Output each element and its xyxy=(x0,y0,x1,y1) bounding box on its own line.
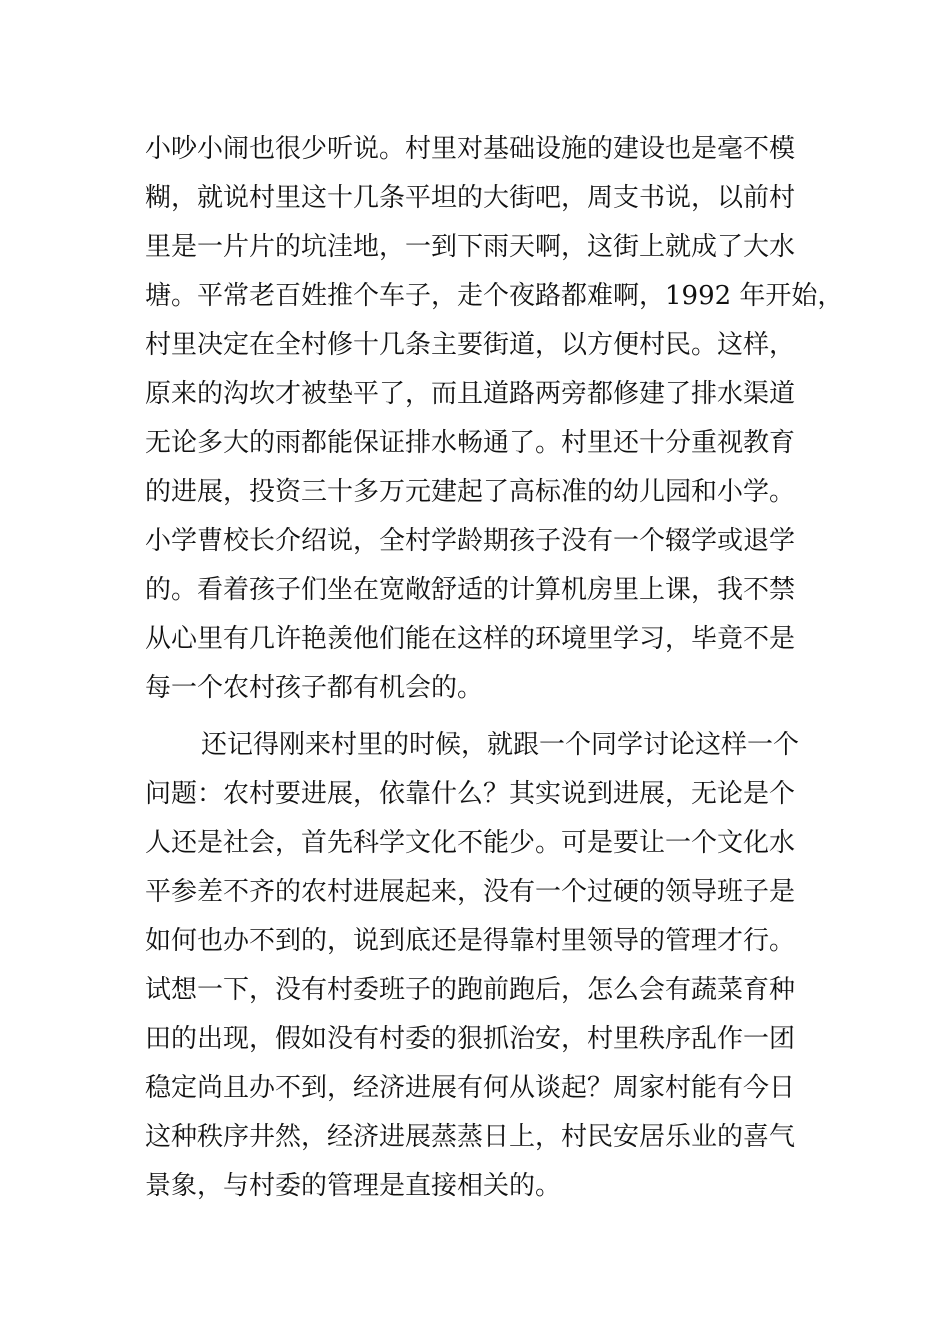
paragraph-2-line: 这种秩序井然，经济进展蒸蒸日上，村民安居乐业的喜气 xyxy=(145,1122,796,1152)
paragraph-1-line: 每一个农村孩子都有机会的。 xyxy=(145,673,484,703)
paragraph-1-line: 的。看着孩子们坐在宽敞舒适的计算机房里上课，我不禁 xyxy=(145,575,796,605)
paragraph-1-line: 村里决定在全村修十几条主要街道，以方便村民。这样， xyxy=(145,330,796,360)
paragraph-2-line: 田的出现，假如没有村委的狠抓治安，村里秩序乱作一团 xyxy=(145,1024,796,1054)
paragraph-2-line: 试想一下，没有村委班子的跑前跑后，怎么会有蔬菜育种 xyxy=(145,975,796,1005)
paragraph-2 xyxy=(145,721,825,1211)
paragraph-1-line: 糊，就说村里这十几条平坦的大街吧，周支书说，以前村 xyxy=(145,183,796,213)
paragraph-2-line: 问题：农村要进展，依靠什么？其实说到进展，无论是个 xyxy=(145,779,796,809)
paragraph-1-line: 里是一片片的坑洼地，一到下雨天啊，这街上就成了大水 xyxy=(145,232,796,262)
paragraph-1-line: 无论多大的雨都能保证排水畅通了。村里还十分重视教育 xyxy=(145,428,796,458)
paragraph-2-line: 还记得刚来村里的时候，就跟一个同学讨论这样一个 xyxy=(201,730,800,760)
paragraph-1 xyxy=(145,125,844,713)
paragraph-1-line: 原来的沟坎才被垫平了，而且道路两旁都修建了排水渠道 xyxy=(145,379,796,409)
paragraph-2-line: 平参差不齐的农村进展起来，没有一个过硬的领导班子是 xyxy=(145,877,796,907)
paragraph-1-line: 小学曹校长介绍说，全村学龄期孩子没有一个辍学或退学 xyxy=(145,526,796,556)
paragraph-1-line: 塘。平常老百姓推个车子，走个夜路都难啊，1992 年开始， xyxy=(145,281,844,311)
paragraph-2-line: 人还是社会，首先科学文化不能少。可是要让一个文化水 xyxy=(145,828,796,858)
paragraph-1-line: 小吵小闹也很少听说。村里对基础设施的建设也是毫不模 xyxy=(145,134,796,164)
paragraph-1-line: 从心里有几许艳羡他们能在这样的环境里学习，毕竟不是 xyxy=(145,624,796,654)
paragraph-2-line: 景象，与村委的管理是直接相关的。 xyxy=(145,1171,562,1201)
paragraph-2-line: 稳定尚且办不到，经济进展有何从谈起？周家村能有今日 xyxy=(145,1073,796,1103)
paragraph-1-line: 的进展，投资三十多万元建起了高标准的幼儿园和小学。 xyxy=(145,477,796,507)
paragraph-2-line: 如何也办不到的，说到底还是得靠村里领导的管理才行。 xyxy=(145,926,796,956)
